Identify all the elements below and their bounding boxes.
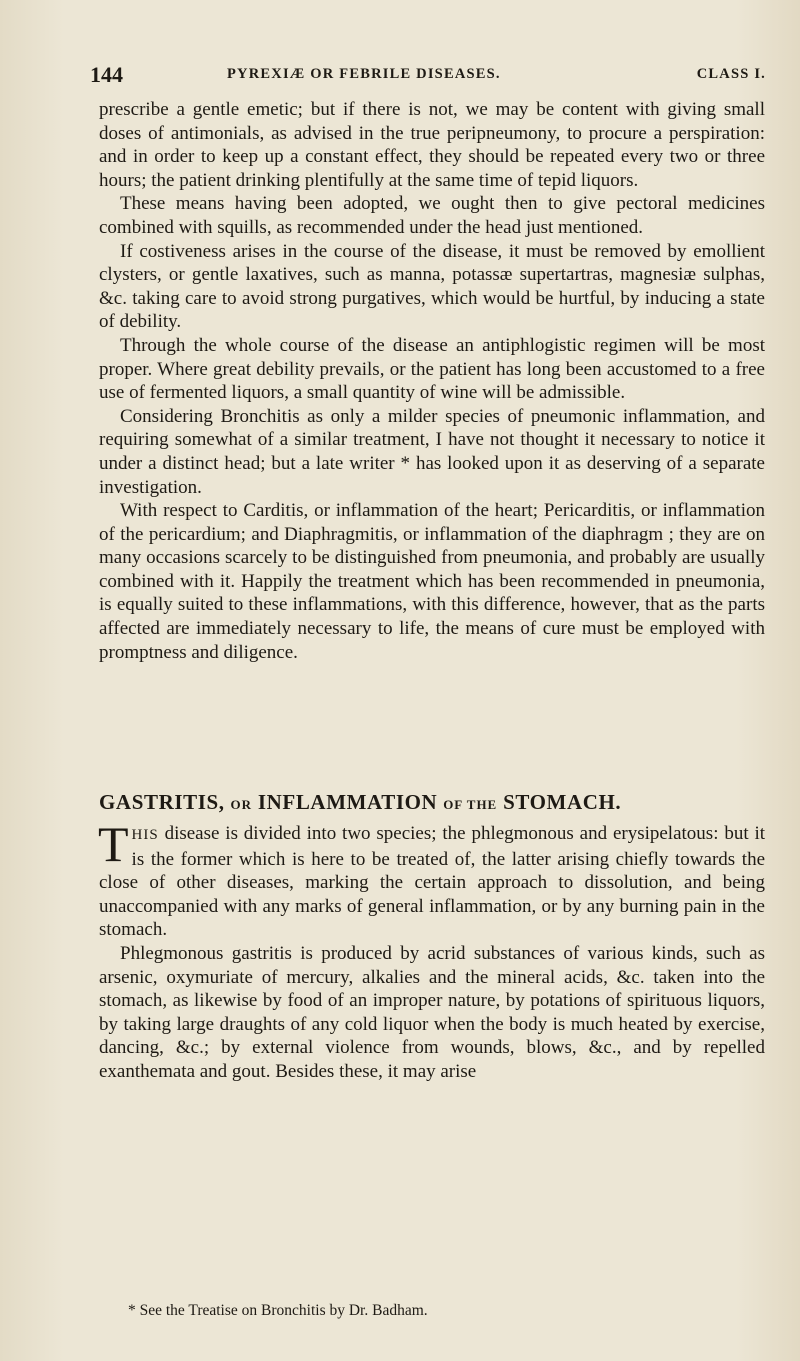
heading-part: INFLAMMATION <box>257 790 438 814</box>
paragraph-text: disease is divided into two species; the phlegmonous and erysipelatous: but it is the former which is here to be treated of, the latter arising chiefly towards the close of other diseases, marking the certain approach to dissolution, and being unaccompanied with any marks of general inflammation, or by any burning pain in the stomach. <box>99 823 766 941</box>
paragraph: Considering Bronchitis as only a milder species of pneumonic inflammation, and requiring somewhat of a similar treatment, I have not thought it necessary to notice it under a distinct head; but a late writer * has looked upon it as deserving of a separate investigation. <box>99 405 765 498</box>
page-number: 144 <box>90 62 123 87</box>
paragraph: prescribe a gentle emetic; but if there is not, we may be content with giving small doses of antimonials, as advised in the true peripneumony, to procure a perspiration: and in order to keep up a constant effect, they should be repeated every two or three hours; the patient drinking plentifully at the same time of tepid liquors. <box>99 99 765 191</box>
section-heading <box>99 790 765 815</box>
paragraph: If costiveness arises in the course of the disease, it must be removed by emollient clysters, or gentle laxatives, such as manna, potassæ supertartras, magnesiæ sulphas, &c. taking care to avoid strong purgatives, which would be hurtful, by inducing a state of debility. <box>99 240 765 333</box>
heading-connector: OR <box>230 797 252 812</box>
section-body <box>98 816 766 1084</box>
running-title: PYREXIÆ OR FEBRILE DISEASES. <box>227 66 501 82</box>
paragraph: These means having been adopted, we ought then to give pectoral medicines combined with squills, as recommended under the head just mentioned. <box>99 193 765 238</box>
heading-part: GASTRITIS, <box>99 790 225 814</box>
drop-cap: T <box>98 816 129 872</box>
heading-connector: OF THE <box>443 797 498 812</box>
paragraph <box>98 816 766 942</box>
footnote: * See the Treatise on Bronchitis by Dr. Badham. <box>128 1302 428 1319</box>
paragraph: Through the whole course of the disease an antiphlogistic regimen will be most proper. Where great debility prevails, or the patient has long been accustomed to a free use of fermented liquors, a small quantity of wine will be admissible. <box>99 334 765 404</box>
paragraph: Phlegmonous gastritis is produced by acrid substances of various kinds, such as arsenic, oxymuriate of mercury, alkalies and the mineral acids, &c. taken into the stomach, as likewise by food of an improper nature, by potations of spirituous liquors, by taking large draughts of any cold liquor when the body is much heated by exercise, dancing, &c.; by external violence from wounds, blows, &c., and by repelled exanthemata and gout. Besides these, it may arise <box>99 942 765 1082</box>
heading-part: STOMACH. <box>503 790 622 814</box>
page-header <box>90 62 766 86</box>
class-label: CLASS I. <box>696 66 766 82</box>
body-text <box>99 98 765 664</box>
opening-word: HIS <box>131 827 159 843</box>
paragraph: With respect to Carditis, or inflammation of the heart; Pericarditis, or inflammation of the pericardium; and Diaphragmitis, or inflammation of the diaphragm ; they are on many occasions scarcely to be distinguished from pneumonia, and probably are usually combined with it. Happily the treatment which has been recommended in pneumonia, is equally suited to these inflammations, with this difference, however, that as the parts affected are immediately necessary to life, the means of cure must be employed with promptness and diligence. <box>99 500 765 663</box>
